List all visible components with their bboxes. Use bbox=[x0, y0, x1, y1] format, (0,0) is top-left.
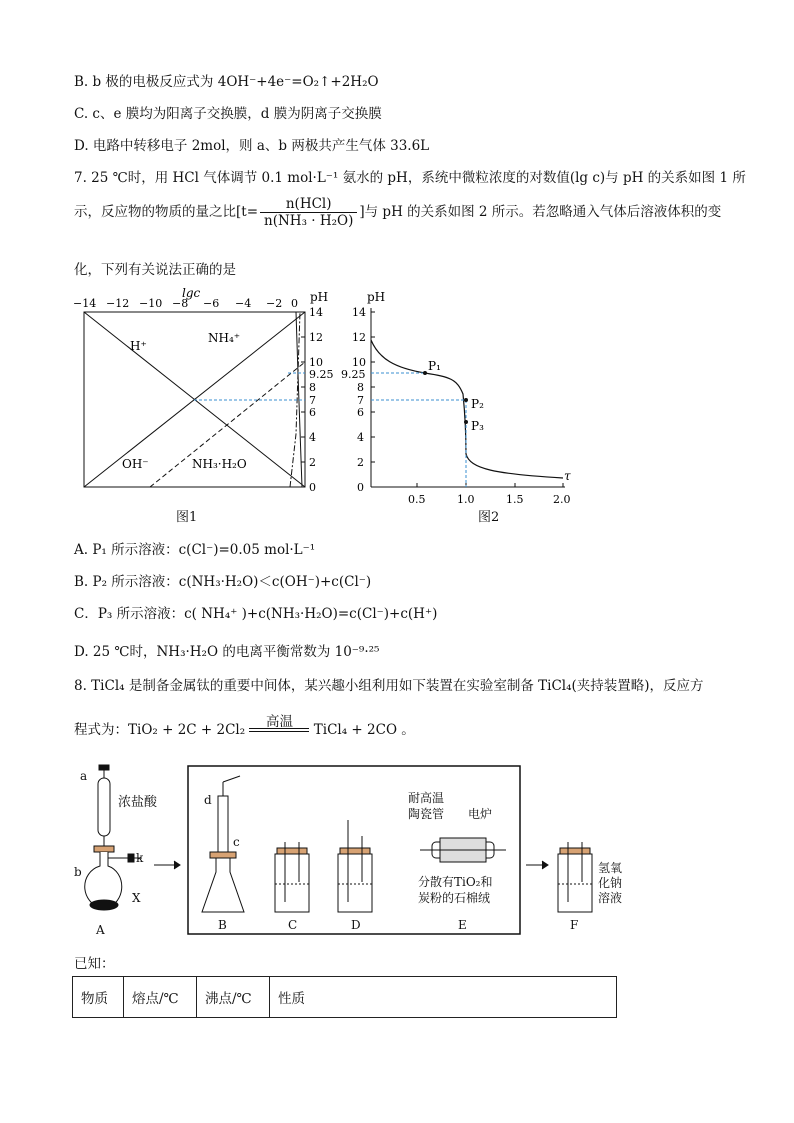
figure-2-caption: 图2 bbox=[478, 510, 500, 525]
option-a: A. P₁ 所示溶液：c(Cl⁻)=0.05 mol·L⁻¹ bbox=[74, 542, 316, 558]
svg-text:分散有TiO₂和: 分散有TiO₂和 bbox=[418, 875, 493, 889]
svg-text:−12: −12 bbox=[106, 297, 130, 310]
reaction-condition: 高温 bbox=[249, 728, 309, 738]
svg-text:4: 4 bbox=[357, 431, 364, 444]
svg-text:0: 0 bbox=[291, 297, 298, 310]
svg-text:D: D bbox=[351, 918, 361, 932]
svg-text:6: 6 bbox=[357, 406, 364, 419]
figure-1-caption: 图1 bbox=[176, 510, 198, 525]
question-8-line-1: 8. TiCl₄ 是制备金属钛的重要中间体，某兴趣小组利用如下装置在实验室制备 TiCl₄(夹持装置略)，反应方 bbox=[74, 678, 704, 694]
svg-text:9.25: 9.25 bbox=[309, 368, 334, 381]
question-7-line-1: 7. 25 ℃时，用 HCl 气体调节 0.1 mol·L⁻¹ 氨水的 pH，系统中微粒浓度的对数值(lg c)与 pH 的关系如图 1 所 bbox=[74, 170, 746, 186]
svg-text:E: E bbox=[458, 918, 467, 932]
svg-text:炭粉的石棉绒: 炭粉的石棉绒 bbox=[418, 891, 491, 905]
fig1-label-nh3: NH₃·H₂O bbox=[192, 457, 247, 471]
svg-text:a: a bbox=[80, 769, 88, 783]
svg-text:8: 8 bbox=[357, 381, 364, 394]
question-7-line-2: 示，反应物的物质的量之比[t= $\frac{\text{n(HCl)}}{\text{n(NH₃ · H₂O)}}$ ]与 pH 的关系如图 2 所示。若忽略通入气体后溶液体积的变 bbox=[74, 196, 722, 229]
svg-text:0: 0 bbox=[357, 481, 364, 494]
figure-2 bbox=[335, 284, 575, 524]
svg-text:c: c bbox=[233, 835, 240, 849]
table-header-substance: 物质 bbox=[73, 977, 124, 1018]
table-header-boiling-point: 沸点/℃ bbox=[197, 977, 270, 1018]
svg-text:b: b bbox=[74, 865, 82, 879]
svg-text:8: 8 bbox=[309, 381, 316, 394]
svg-text:F: F bbox=[570, 918, 579, 932]
svg-text:12: 12 bbox=[352, 331, 366, 344]
ratio-fraction: $\frac{\text{n(HCl)}}{\text{n(NH₃ · H₂O)}}$ bbox=[260, 196, 357, 229]
fig1-label-nh4: NH₄⁺ bbox=[208, 331, 241, 345]
svg-text:−8: −8 bbox=[172, 297, 189, 310]
svg-text:τ: τ bbox=[564, 469, 571, 483]
svg-text:−4: −4 bbox=[235, 297, 252, 310]
svg-text:溶液: 溶液 bbox=[598, 891, 623, 905]
svg-text:6: 6 bbox=[309, 406, 316, 419]
option-c-text: C. c、e 膜均为阳离子交换膜，d 膜为阴离子交换膜 bbox=[74, 106, 382, 122]
option-d-text: D. 电路中转移电子 2mol，则 a、b 两极共产生气体 33.6L bbox=[74, 138, 430, 154]
svg-text:1.0: 1.0 bbox=[457, 493, 475, 506]
svg-text:A: A bbox=[96, 923, 105, 937]
option-b: B. P₂ 所示溶液：c(NH₃·H₂O)＜c(OH⁻)+c(Cl⁻) bbox=[74, 574, 372, 590]
svg-text:10: 10 bbox=[352, 356, 366, 369]
option-d: D. 25 ℃时，NH₃·H₂O 的电离平衡常数为 10⁻⁹·²⁵ bbox=[74, 644, 380, 660]
option-b-text: B. b 极的电极反应式为 4OH⁻+4e⁻=O₂↑+2H₂O bbox=[74, 74, 379, 90]
svg-text:2: 2 bbox=[357, 456, 364, 469]
table-header-properties: 性质 bbox=[270, 977, 617, 1018]
svg-text:14: 14 bbox=[352, 306, 366, 319]
svg-text:−14: −14 bbox=[73, 297, 97, 310]
table-header-melting-point: 熔点/℃ bbox=[124, 977, 197, 1018]
svg-text:−2: −2 bbox=[266, 297, 283, 310]
svg-text:2.0: 2.0 bbox=[553, 493, 571, 506]
svg-text:陶瓷管: 陶瓷管 bbox=[408, 807, 445, 821]
svg-text:2: 2 bbox=[309, 456, 316, 469]
svg-text:7: 7 bbox=[357, 394, 364, 407]
apparatus-diagram bbox=[70, 762, 710, 937]
svg-text:−10: −10 bbox=[139, 297, 163, 310]
known-data-table bbox=[72, 976, 617, 1018]
question-8-line-2: 程式为：TiO₂ + 2C + 2Cl₂ 高温 TiCl₄ + 2CO 。 bbox=[74, 714, 415, 738]
fig1-top-axis-label: lgc bbox=[182, 286, 201, 300]
svg-text:浓盐酸: 浓盐酸 bbox=[118, 795, 158, 810]
figure-1 bbox=[70, 284, 345, 524]
svg-text:d: d bbox=[204, 793, 212, 807]
option-c: C．P₃ 所示溶液：c( NH₄⁺ )+c(NH₃·H₂O)=c(Cl⁻)+c(H⁺) bbox=[74, 606, 438, 622]
svg-text:X: X bbox=[132, 891, 141, 905]
svg-text:pH: pH bbox=[310, 290, 329, 304]
svg-text:pH: pH bbox=[367, 290, 386, 304]
svg-text:氢氧: 氢氧 bbox=[598, 861, 623, 875]
svg-text:4: 4 bbox=[309, 431, 316, 444]
svg-text:14: 14 bbox=[309, 306, 323, 319]
svg-text:P₁: P₁ bbox=[428, 359, 441, 373]
svg-text:P₃: P₃ bbox=[471, 419, 484, 433]
fig1-label-oh: OH⁻ bbox=[122, 457, 149, 471]
svg-text:−6: −6 bbox=[203, 297, 220, 310]
fig1-label-h: H⁺ bbox=[130, 339, 147, 353]
svg-text:12: 12 bbox=[309, 331, 323, 344]
svg-text:7: 7 bbox=[309, 394, 316, 407]
svg-text:C: C bbox=[288, 918, 298, 932]
svg-text:10: 10 bbox=[309, 356, 323, 369]
svg-text:0: 0 bbox=[309, 481, 316, 494]
svg-text:化钠: 化钠 bbox=[598, 876, 623, 890]
svg-text:1.5: 1.5 bbox=[506, 493, 524, 506]
svg-text:P₂: P₂ bbox=[471, 397, 484, 411]
known-label: 已知： bbox=[74, 956, 115, 972]
svg-text:k: k bbox=[136, 851, 144, 865]
svg-text:电炉: 电炉 bbox=[468, 807, 493, 821]
svg-text:B: B bbox=[218, 918, 227, 932]
svg-text:9.25: 9.25 bbox=[341, 368, 366, 381]
svg-text:耐高温: 耐高温 bbox=[408, 791, 445, 805]
svg-text:0.5: 0.5 bbox=[408, 493, 426, 506]
question-7-line-3: 化，下列有关说法正确的是 bbox=[74, 262, 236, 278]
